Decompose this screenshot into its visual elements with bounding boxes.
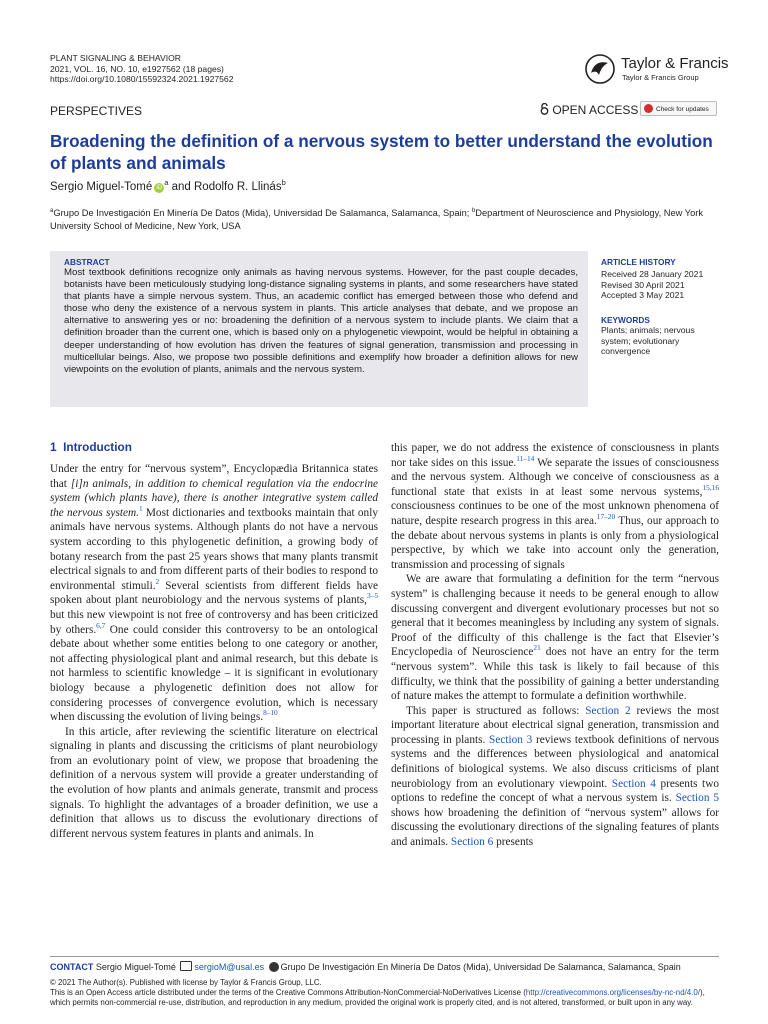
open-access-badge bbox=[540, 103, 638, 117]
text-run: but this new viewpoint is not free of controversy and has been criticized by others. bbox=[50, 608, 378, 636]
author-name[interactable]: Sergio Miguel-Tomé bbox=[50, 181, 153, 193]
paragraph: In this article, after reviewing the scientific literature on electrical signaling in plants and discussing the criticisms of plant neurobiology from an evolutionary point of view, we propose that broadening the definition of a nervous system will provide a greater understanding of the evolution of how plants and animals generate, transmit and process signals. To highlight the advantages of a broader definition, we use a definition that allows us to discuss the evolutionary directions of different nervous system features in plants and animals. In bbox=[50, 725, 378, 840]
affiliation-a: Grupo De Investigación En Minería De Datos (Mida), Universidad De Salamanca, Salamanca, Spain; bbox=[53, 208, 472, 218]
contact-line bbox=[50, 961, 681, 972]
email-icon bbox=[180, 961, 192, 971]
footer-divider bbox=[50, 956, 719, 957]
author-connector: and bbox=[168, 181, 194, 193]
check-updates-label: Check for updates bbox=[656, 106, 709, 113]
text-run: does not have an entry for the term “nervous system”. While this task is likely to fail because of this difficulty, we think that the possibility of gaining a better understanding of nature makes the attempt to formulate a definition worthwhile. bbox=[391, 646, 719, 703]
abstract-text: Most textbook definitions recognize only animals as having nervous systems. However, for the past couple decades, botanists have been meticulously studying long-distance signaling systems in plants, and some researchers have stated that plants have a simple nervous system. Thus, an academic conflict has emerged between those who defend and those who deny the existence of a nervous system in plants. This article analyses that debate, and we propose an alternative to answering yes or no: broadening the definition of a nervous system to include plants. We claim that a definition broader than the current one, which is based only on a phylogenetic viewpoint, would be helpful in obtaining a deeper understanding of how evolution has driven the features of signal generation, transmission and processing in multicellular beings. Also, we propose two possible definitions and exemplify how broader a definition allows for new viewpoints on the evolution of plants, animals and the nervous system. bbox=[64, 267, 578, 375]
abstract-heading: ABSTRACT bbox=[64, 257, 110, 267]
citation-link[interactable]: 11–14 bbox=[516, 453, 535, 463]
quote: [i]n animals, in addition to chemical regulation via the endocrine system (which plants have), there is another integrative system called the nervous system. bbox=[50, 477, 379, 519]
affil-sup: a bbox=[50, 207, 54, 214]
check-for-updates-button[interactable] bbox=[640, 101, 717, 116]
publisher-logo-icon bbox=[584, 53, 616, 85]
section-link[interactable]: Section 2 bbox=[585, 704, 631, 717]
body-column-left bbox=[50, 462, 378, 841]
citation-link[interactable]: 3–5 bbox=[367, 591, 378, 601]
text-run: Most dictionaries and textbooks maintain that only animals have nervous systems. Although plants do not have a nervous system according to this phylogenetic definition, a growing body of botany research from the past 25 years shows that many plants transmit electrical signals to and from different parts of their bodies to respond to environmental stimuli. bbox=[50, 506, 378, 592]
accepted-date: Accepted 3 May 2021 bbox=[601, 290, 685, 301]
section-link[interactable]: Section 4 bbox=[611, 777, 656, 790]
author-affil-sup: b bbox=[281, 178, 286, 188]
contact-address: Grupo De Investigación En Minería De Datos (Mida), Universidad De Salamanca, Salamanca, Spain bbox=[280, 962, 681, 972]
license-text: This is an Open Access article distributed under the terms of the Creative Commons Attribution-NonCommercial-NoDerivatives License ( bbox=[50, 988, 526, 997]
text-run: One could consider this controversy to be an ontological debate about whether some entities belong to one category or another, not affecting physiological plant and animal research, but this debate is not harmless to scientific knowledge – it is significant in evolutionary biology because a phylogenetic definition does not allow for considering processes of convergence evolution, which is necessary when discussing the evolution of living beings. bbox=[50, 623, 378, 724]
section-link[interactable]: Section 3 bbox=[489, 733, 533, 746]
text-run: We are aware that formulating a definition for the term “nervous system” is challenging because it needs to be general enough to allow discussing convergent and divergent evolutionary processes but not so general that it becomes meaningless by including any system of signals. Proof of the difficulty of this challenge is the fact that Elsevier’s Encyclopedia of Neuroscience bbox=[391, 573, 719, 659]
section-title: Introduction bbox=[63, 440, 132, 454]
text-run: This paper is structured as follows: bbox=[406, 704, 586, 717]
license-line bbox=[50, 988, 720, 999]
journal-volume: 2021, VOL. 16, NO. 10, e1927562 (18 pages) bbox=[50, 63, 224, 74]
license-link[interactable]: http://creativecommons.org/licenses/by-nc-nd/4.0/ bbox=[525, 988, 700, 997]
text-run: consciousness continues to be one of the most unknown phenomena of nature, despite research progress in this area. bbox=[391, 500, 719, 527]
keywords-heading: KEYWORDS bbox=[601, 315, 650, 325]
citation-link[interactable]: 8–10 bbox=[263, 708, 278, 718]
text-run: this paper, we do not address the existence of consciousness in plants nor take sides on this issue. bbox=[391, 442, 719, 469]
keywords-text: Plants; animals; nervous system; evolutionary convergence bbox=[601, 325, 695, 357]
citation-link[interactable]: 2 bbox=[155, 576, 160, 586]
copyright: © 2021 The Author(s). Published with license by Taylor & Francis Group, LLC. bbox=[50, 978, 322, 987]
text-run: Thus, our approach to the debate about nervous systems in plants is only from a physiological perspective, by which we take into account only the generation, transmission and processing of signals bbox=[391, 514, 719, 571]
text-run: Under the entry for “nervous system”, Encyclopædia Britannica states that bbox=[50, 463, 378, 490]
paragraph bbox=[391, 441, 719, 572]
section-label: PERSPECTIVES bbox=[50, 104, 143, 118]
article-history bbox=[601, 269, 719, 301]
publisher-logo[interactable] bbox=[584, 53, 729, 85]
citation-link[interactable]: 17–20 bbox=[596, 512, 616, 522]
license-text: ), bbox=[699, 988, 705, 997]
paragraph bbox=[391, 704, 719, 850]
text-run: reviews the most important literature about electrical signal generation, transmission and processing in plants. bbox=[391, 704, 719, 746]
address-icon bbox=[269, 962, 279, 972]
article-history-heading: ARTICLE HISTORY bbox=[601, 257, 676, 267]
publisher-name: Taylor & Francis bbox=[621, 55, 729, 72]
body-column-right bbox=[391, 441, 719, 850]
open-lock-icon bbox=[540, 103, 549, 115]
paragraph bbox=[391, 572, 719, 703]
paragraph bbox=[50, 462, 378, 725]
author-list bbox=[50, 178, 286, 193]
text-run: Several scientists from different fields have spoken about plant neurobiology and the nervous systems of plants, bbox=[50, 579, 378, 607]
citation-link[interactable]: 6,7 bbox=[96, 620, 106, 630]
author-affil-sup: a bbox=[164, 178, 169, 188]
text-run: We separate the issues of consciousness and the nervous system. Although we conceive of consciousness as a functional state that exists in at least some nervous systems, bbox=[391, 456, 719, 498]
journal-name: PLANT SIGNALING & BEHAVIOR bbox=[50, 53, 182, 63]
section-heading-introduction bbox=[50, 440, 132, 454]
affil-sup: b bbox=[471, 207, 476, 214]
open-access-label: OPEN ACCESS bbox=[552, 103, 639, 117]
affiliation-b: Department of Neuroscience and Physiology, New York University School of Medicine, New York, USA bbox=[50, 208, 704, 231]
publisher-group: Taylor & Francis Group bbox=[622, 73, 699, 82]
text-run: presents bbox=[493, 836, 534, 849]
article-title: Broadening the definition of a nervous system to better understand the evolution of plants and animals bbox=[50, 131, 713, 173]
received-date: Received 28 January 2021 bbox=[601, 269, 704, 279]
section-link[interactable]: Section 5 bbox=[675, 792, 719, 805]
orcid-icon[interactable]: iD bbox=[154, 183, 164, 193]
text-run: reviews textbook definitions of nervous systems and the differences between physiological and anatomical definitions of biological systems. We also discuss criticisms of plant neurobiology from an evolutionary viewpoint. bbox=[391, 733, 719, 790]
journal-doi[interactable]: https://doi.org/10.1080/15592324.2021.1927562 bbox=[50, 74, 234, 85]
citation-link[interactable]: 1 bbox=[138, 504, 143, 514]
affiliations bbox=[50, 207, 730, 233]
citation-link[interactable]: 21 bbox=[533, 643, 541, 653]
contact-name: Sergio Miguel-Tomé bbox=[95, 962, 176, 972]
text-run: presents two options to redefine the concept of what a nervous system is. bbox=[391, 777, 719, 805]
citation-link[interactable]: 15,16 bbox=[702, 483, 719, 493]
section-number: 1 bbox=[50, 440, 57, 454]
text-run: shows how broadening the definition of “nervous system” allows for discussing the evolutionary directions of the signaling features of plants and animals. bbox=[391, 806, 719, 849]
check-updates-icon bbox=[644, 104, 653, 113]
journal-info bbox=[50, 53, 234, 85]
section-link[interactable]: Section 6 bbox=[450, 836, 494, 849]
contact-label: CONTACT bbox=[50, 962, 94, 972]
revised-date: Revised 30 April 2021 bbox=[601, 279, 685, 290]
author-name[interactable]: Rodolfo R. Llinás bbox=[194, 181, 282, 193]
contact-email[interactable]: sergioM@usal.es bbox=[194, 962, 265, 972]
license-terms: which permits non-commercial re-use, distribution, and reproduction in any medium, provided the original work is properly cited, and is not altered, transformed, or built upon in any way. bbox=[50, 998, 693, 1007]
